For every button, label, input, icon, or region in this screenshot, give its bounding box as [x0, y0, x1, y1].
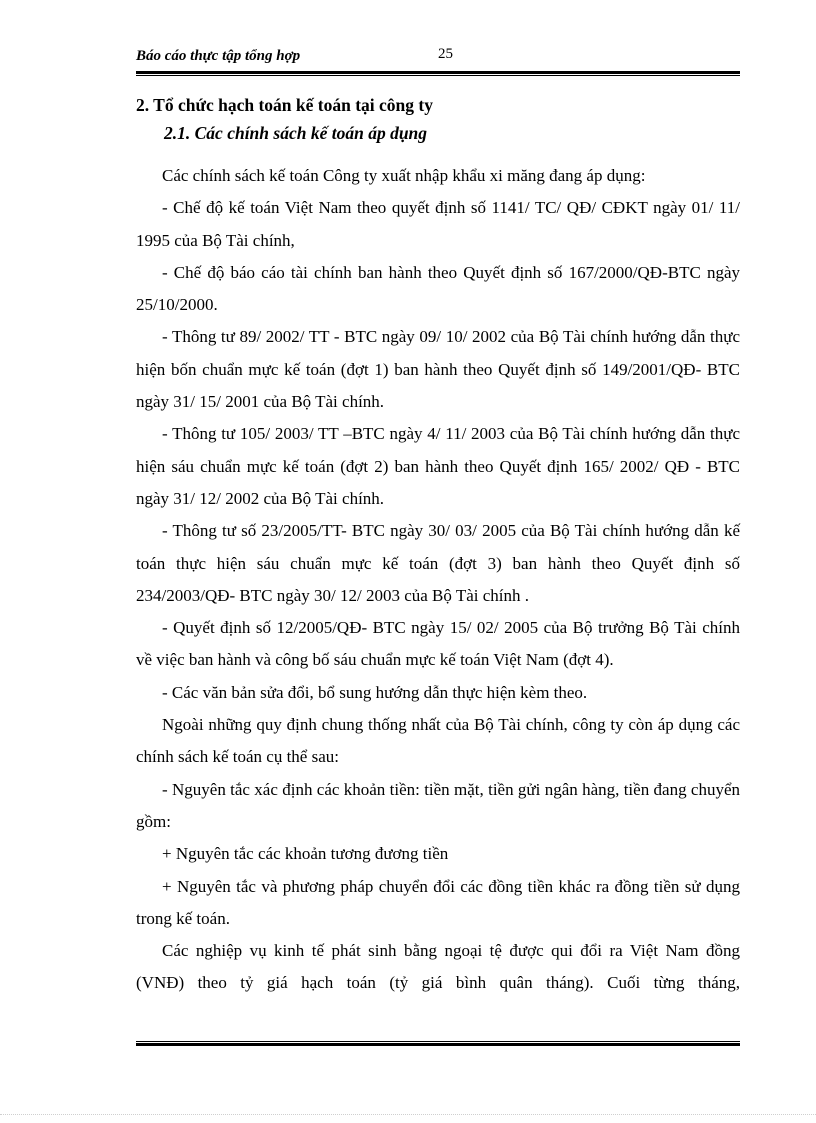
paragraph-cash-equivalents: + Nguyên tắc các khoản tương đương tiền	[162, 844, 449, 864]
paragraph-circular-89: - Thông tư 89/ 2002/ TT - BTC ngày 09/ 10/ 2002 của Bộ Tài chính hướng dẫn thực hiện bốn chuẩn mực kế toán (đợt 1) ban hành theo Quyết định số 149/2001/QĐ- BTC ngày 31/ 15/ 2001 của Bộ Tài chính.	[136, 327, 740, 412]
paragraph-circular-105: - Thông tư 105/ 2003/ TT –BTC ngày 4/ 11/ 2003 của Bộ Tài chính hướng dẫn thực hiện sáu chuẩn mực kế toán (đợt 2) ban hành theo Quyết định 165/ 2002/ QĐ - BTC ngày 31/ 12/ 2002 của Bộ Tài chính.	[136, 424, 740, 508]
paragraph-intro: Các chính sách kế toán Công ty xuất nhập khẩu xi măng đang áp dụng:	[162, 166, 646, 185]
paragraph-decision-12: - Quyết định số 12/2005/QĐ- BTC ngày 15/ 02/ 2005 của Bộ trưởng Bộ Tài chính về việc ban hành và công bố sáu chuẩn mực kế toán Việt Nam (đợt 4).	[136, 618, 740, 670]
header-title: Báo cáo thực tập tổng hợp	[136, 48, 301, 64]
paragraph-cash-principles: - Nguyên tắc xác định các khoản tiền: tiền mặt, tiền gửi ngân hàng, tiền đang chuyển gồm:	[136, 779, 740, 831]
paragraph-policy-167: - Chế độ báo cáo tài chính ban hành theo Quyết định số 167/2000/QĐ-BTC ngày 25/10/2000.	[136, 262, 740, 315]
subsection-heading: 2.1. Các chính sách kế toán áp dụng	[164, 123, 428, 143]
page-bottom-border	[0, 1114, 816, 1115]
paragraph-circular-23: - Thông tư số 23/2005/TT- BTC ngày 30/ 03/ 2005 của Bộ Tài chính hướng dẫn kế toán thực hiện sáu chuẩn mực kế toán (đợt 3) ban hành theo Quyết định số 234/2003/QĐ- BTC ngày 30/ 12/ 2003 của Bộ Tài chính .	[136, 521, 740, 605]
paragraph-specific-policies: Ngoài những quy định chung thống nhất của Bộ Tài chính, công ty còn áp dụng các chính sách kế toán cụ thể sau:	[136, 715, 740, 767]
page-number: 25	[438, 46, 453, 62]
paragraph-foreign-currency: Các nghiệp vụ kinh tế phát sinh bằng ngoại tệ được qui đổi ra Việt Nam đồng (VNĐ) theo tỷ giá hạch toán (tỷ giá bình quân tháng). Cuối từng tháng,	[136, 941, 740, 993]
page-header	[136, 48, 740, 70]
body-text	[136, 160, 740, 1000]
footer-rule	[136, 1041, 740, 1046]
paragraph-currency-conversion: + Nguyên tắc và phương pháp chuyển đổi các đồng tiền khác ra đồng tiền sử dụng trong kế toán.	[136, 876, 740, 928]
paragraph-amendments: - Các văn bản sửa đổi, bổ sung hướng dẫn thực hiện kèm theo.	[162, 682, 588, 702]
paragraph-policy-1141: - Chế độ kế toán Việt Nam theo quyết định số 1141/ TC/ QĐ/ CĐKT ngày 01/ 11/ 1995 của Bộ Tài chính,	[136, 198, 740, 250]
header-rule	[136, 71, 740, 76]
section-heading: 2. Tổ chức hạch toán kế toán tại công ty	[136, 95, 433, 115]
page-content	[136, 92, 740, 1000]
